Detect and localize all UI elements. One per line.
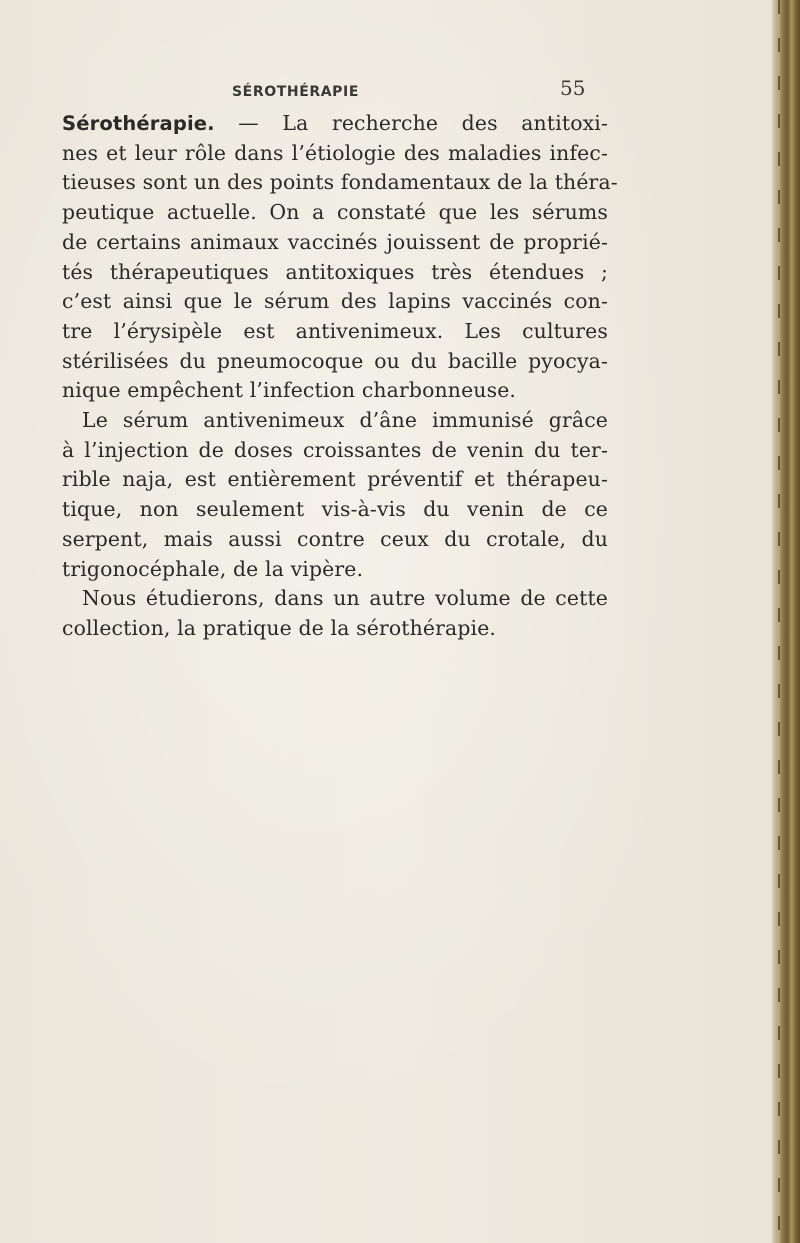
text-line: collection, la pratique de la sérothérapie. <box>62 615 497 640</box>
text-line: stérilisées du pneumocoque ou du bacille pyocya- <box>62 348 608 373</box>
text-line: tique, non seulement vis-à-vis du venin de ce <box>62 497 608 522</box>
section-heading: Sérothérapie. <box>62 112 215 135</box>
running-head: SÉROTHÉRAPIE <box>232 84 360 100</box>
text-line: tés thérapeutiques antitoxiques très étendues ; <box>62 259 608 284</box>
text-line: à l’injection de doses croissantes de venin du ter- <box>62 437 608 462</box>
text-line: rible naja, est entièrement préventif et thérapeu- <box>62 467 608 492</box>
body-text <box>62 109 618 644</box>
text-line: tre l’érysipèle est antivenimeux. Les cultures <box>62 318 608 343</box>
text-line: c’est ainsi que le sérum des lapins vaccinés con- <box>62 289 608 314</box>
page-number: 55 <box>560 76 586 100</box>
text-line: nique empêchent l’infection charbonneuse. <box>62 378 517 403</box>
text-line: Le sérum antivenimeux d’âne immunisé grâce <box>82 408 608 433</box>
text-line: trigonocéphale, de la vipère. <box>62 556 364 581</box>
text-line: Nous étudierons, dans un autre volume de cette <box>82 586 608 611</box>
text-line: Sérothérapie. — La recherche des antitoxi- <box>62 111 608 135</box>
text-line: tieuses sont un des points fondamentaux de la théra- <box>62 170 618 195</box>
text-line: de certains animaux vaccinés jouissent de proprié- <box>62 229 608 254</box>
text-line: serpent, mais aussi contre ceux du crotale, du <box>62 526 608 551</box>
book-edge <box>772 0 800 1243</box>
text-line: peutique actuelle. On a constaté que les sérums <box>62 200 608 225</box>
text-line: nes et leur rôle dans l’étiologie des maladies infec- <box>62 140 608 165</box>
